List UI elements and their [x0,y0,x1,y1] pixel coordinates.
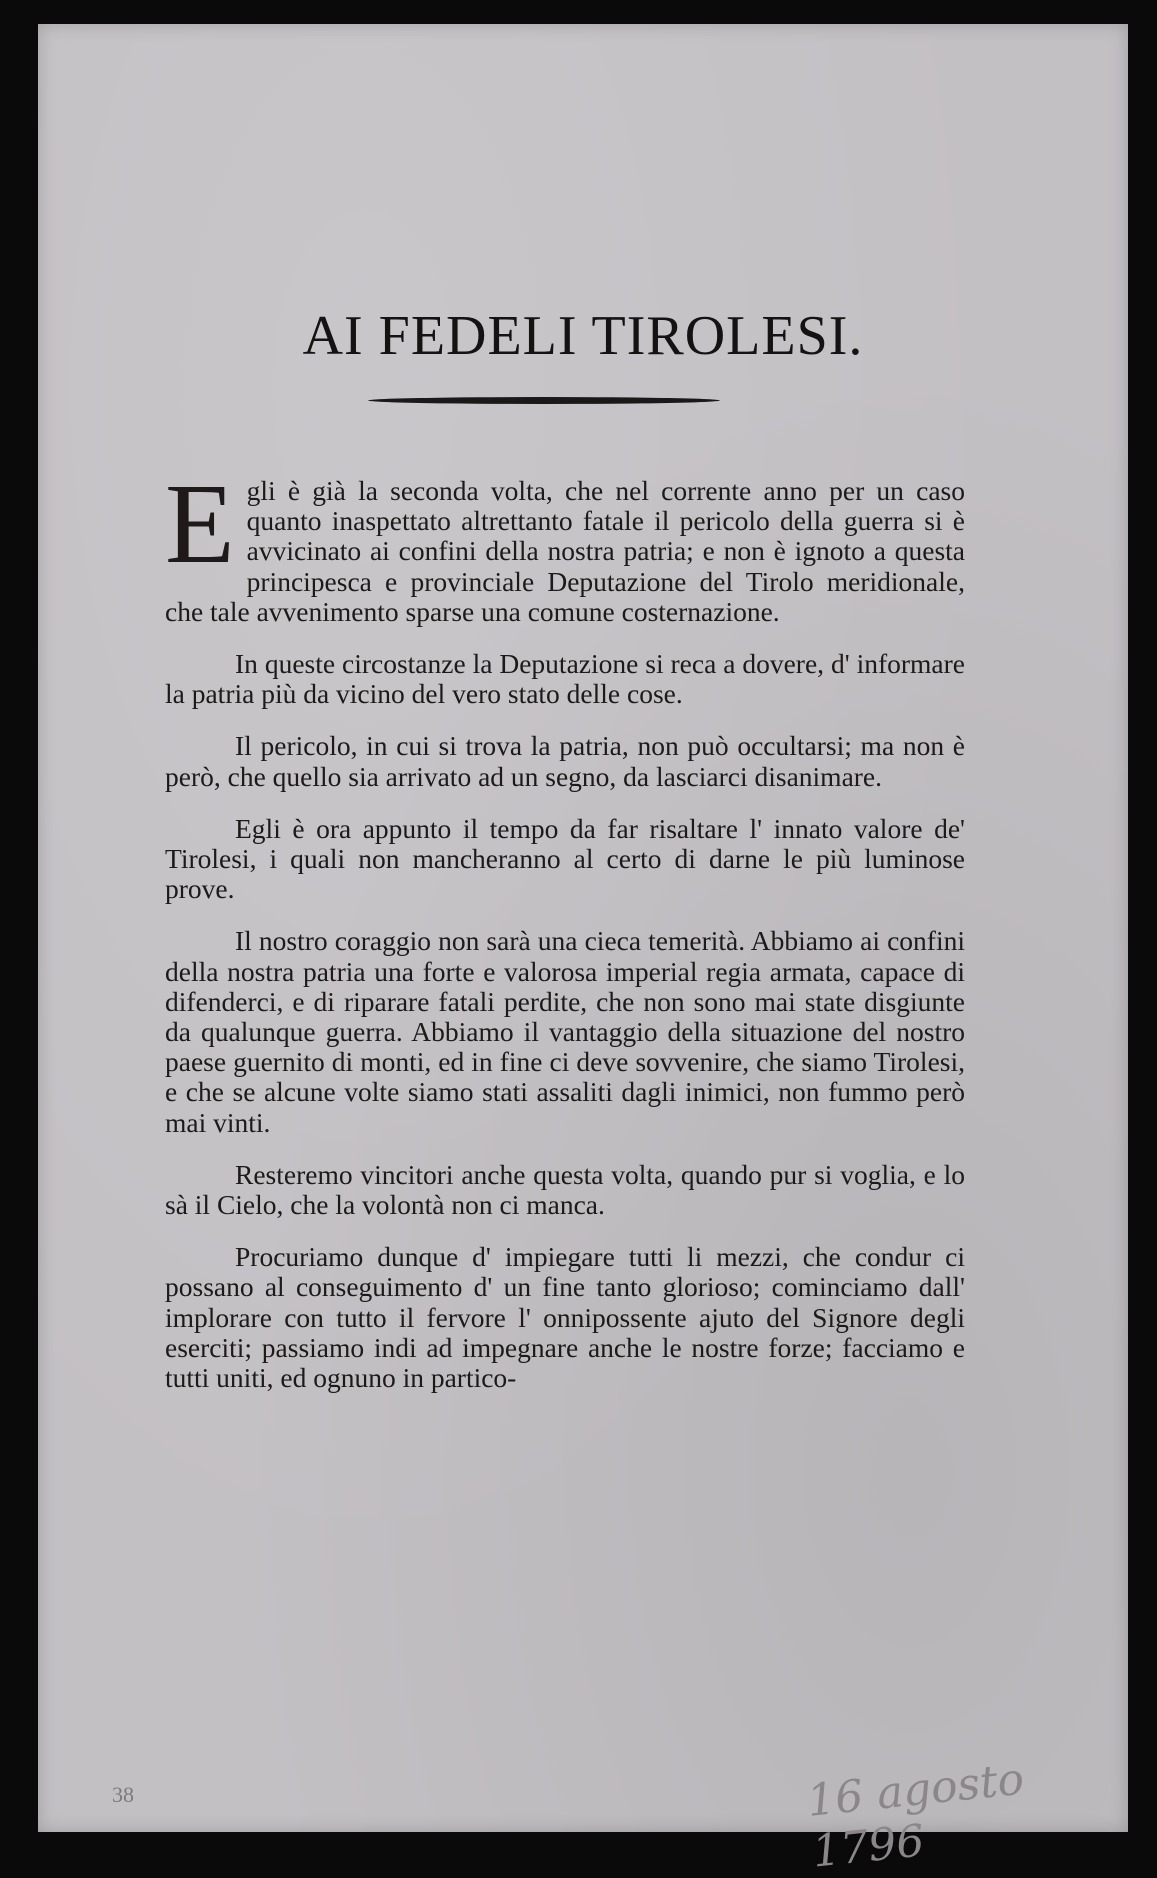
document-body [165,460,965,1415]
paragraph-text: gli è già la seconda volta, che nel corrente anno per un caso quanto inaspettato altrettanto fatale il pericolo della guerra si è avvicinato ai confini della nostra patria; e non è ignoto a questa principesca e provinciale Deputazione del Tirolo meridionale, che tale avvenimento sparse una comune costernazione. [165,475,965,627]
paragraph-4: Egli è ora appunto il tempo da far risaltare l' innato valore de' Tirolesi, i quali non mancheranno al certo di darne le più luminose prove. [165,812,965,905]
handwritten-date: 16 agosto 1796 [804,1753,1027,1878]
paragraph-2: In queste circostanze la Deputazione si reca a dovere, d' informare la patria più da vicino del vero stato delle cose. [165,648,965,710]
archive-number: 38 [112,1782,134,1807]
paragraph-7: Procuriamo dunque d' impiegare tutti li mezzi, che condur ci possano al conseguimento d' un fine tanto glorioso; cominciamo dall' implorare con tutto il fervore l' onnipossente ajuto del Signore degli eserciti; passiamo indi ad impegnare anche le nostre forze; facciamo e tutti uniti, ed ognuno in partico- [165,1241,965,1394]
title-rule [368,397,720,404]
document-page [38,24,1128,1878]
paragraph-1 [165,460,965,627]
page-title: AI FEDELI TIROLESI. [302,305,864,367]
paragraph-6: Resteremo vincitori anche questa volta, quando pur si voglia, e lo sà il Cielo, che la volontà non ci manca. [165,1158,965,1221]
drop-cap: E [165,460,235,587]
paragraph-3: Il pericolo, in cui si trova la patria, non può occultarsi; ma non è però, che quello sia arrivato ad un segno, da lasciarci disanimare. [165,730,965,792]
paragraph-5: Il nostro coraggio non sarà una cieca temerità. Abbiamo ai confini della nostra patria una forte e valorosa imperial regia armata, capace di difenderci, e di riparare fatali perdite, che non sono mai state disgiunte da qualunque guerra. Abbiamo il vantaggio della situazione del nostro paese guernito di monti, ed in fine ci deve sovvenire, che siamo Tirolesi, e che se alcune volte siamo stati assaliti dagli inimici, non fummo però mai vinti. [165,925,965,1138]
